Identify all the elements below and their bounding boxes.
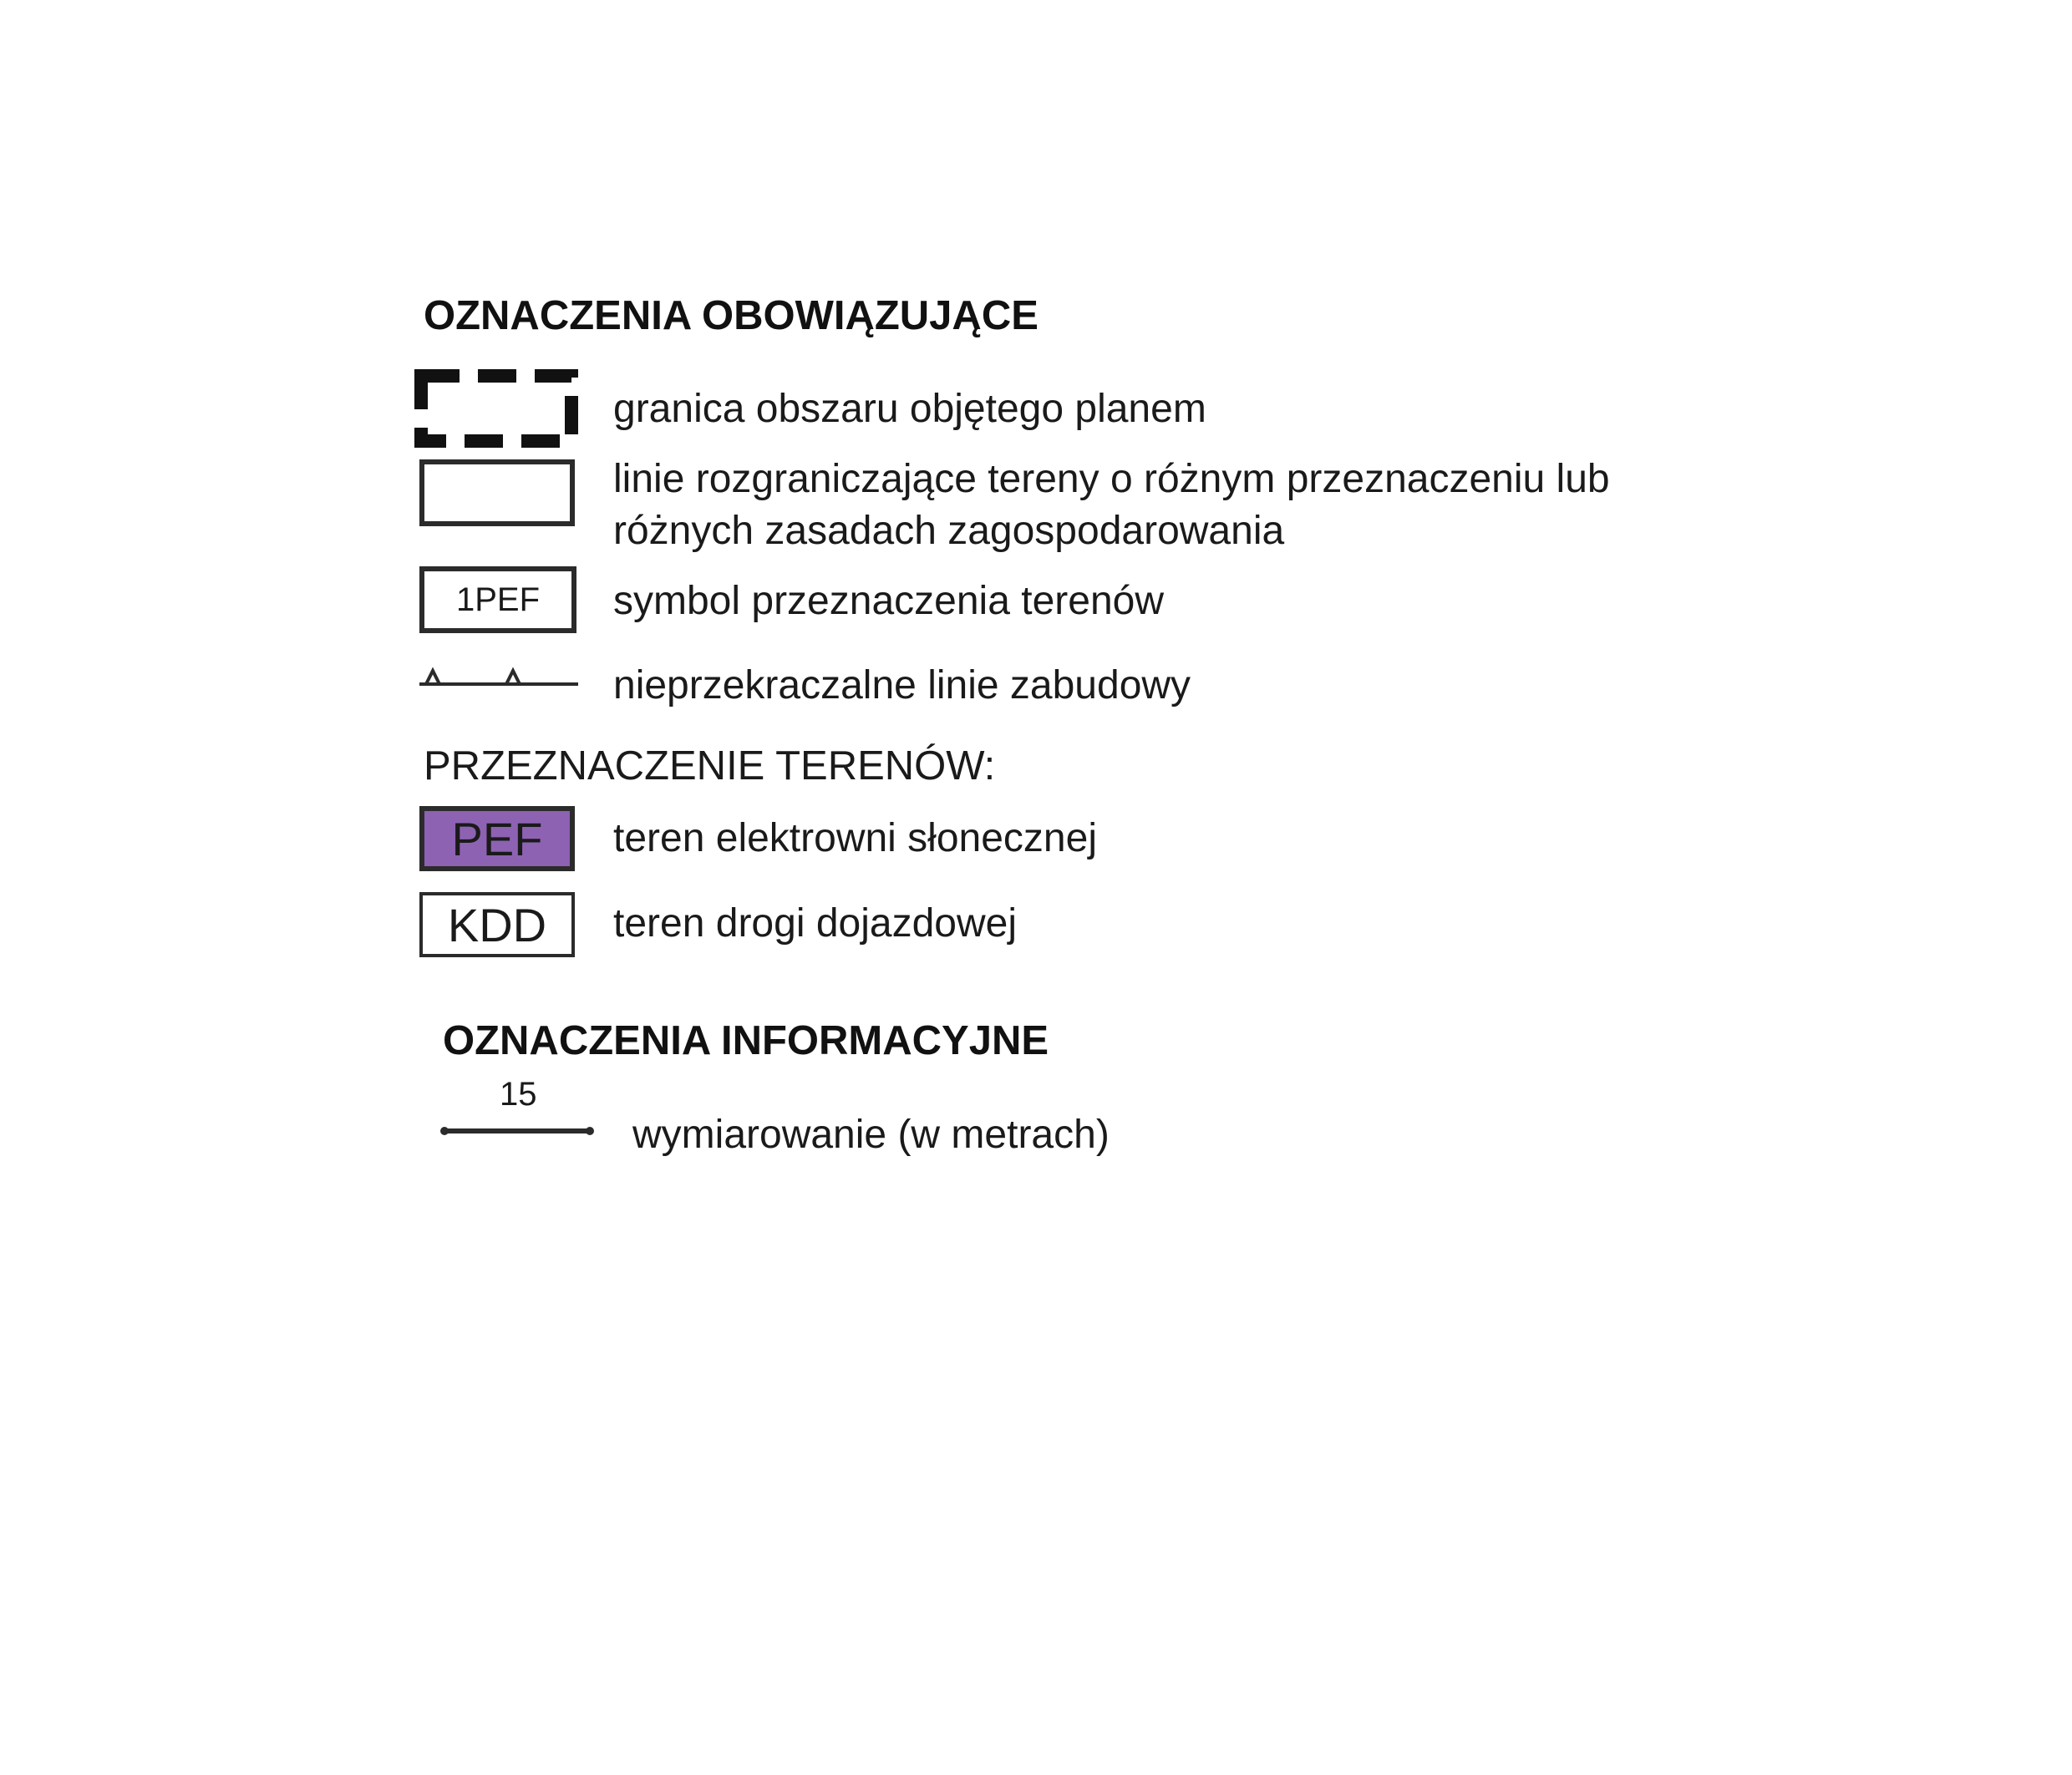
kdd-label: teren drogi dojazdowej [613, 901, 1017, 946]
pef-symbol-box: PEF [419, 806, 575, 871]
land-use-symbol-box: 1PEF [419, 566, 576, 633]
demarcation-lines-label-line2: różnych zasadach zagospodarowania [613, 509, 1285, 553]
pef-label: teren elektrowni słonecznej [613, 816, 1097, 860]
dimension-value: 15 [500, 1076, 537, 1113]
line-with-triangles-icon [418, 664, 580, 689]
mandatory-markings-title: OZNACZENIA OBOWIĄZUJĄCE [424, 293, 1039, 338]
solid-rectangle-icon [418, 458, 576, 528]
demarcation-lines-label-line1: linie rozgraniczające tereny o różnym przeznaczeniu lub [613, 457, 1610, 501]
kdd-symbol-box: KDD [419, 892, 575, 957]
plan-boundary-label: granica obszaru objętego planem [613, 387, 1206, 431]
building-lines-label: nieprzekraczalne linie zabudowy [613, 663, 1191, 707]
info-markings-title: OZNACZENIA INFORMACYJNE [443, 1018, 1049, 1063]
land-use-symbol-label: symbol przeznaczenia terenów [613, 579, 1164, 623]
dimension-line-icon [438, 1121, 597, 1141]
land-use-title: PRZEZNACZENIE TERENÓW: [424, 743, 996, 789]
dimension-label: wymiarowanie (w metrach) [632, 1113, 1110, 1157]
dashed-rectangle-icon [413, 368, 580, 451]
